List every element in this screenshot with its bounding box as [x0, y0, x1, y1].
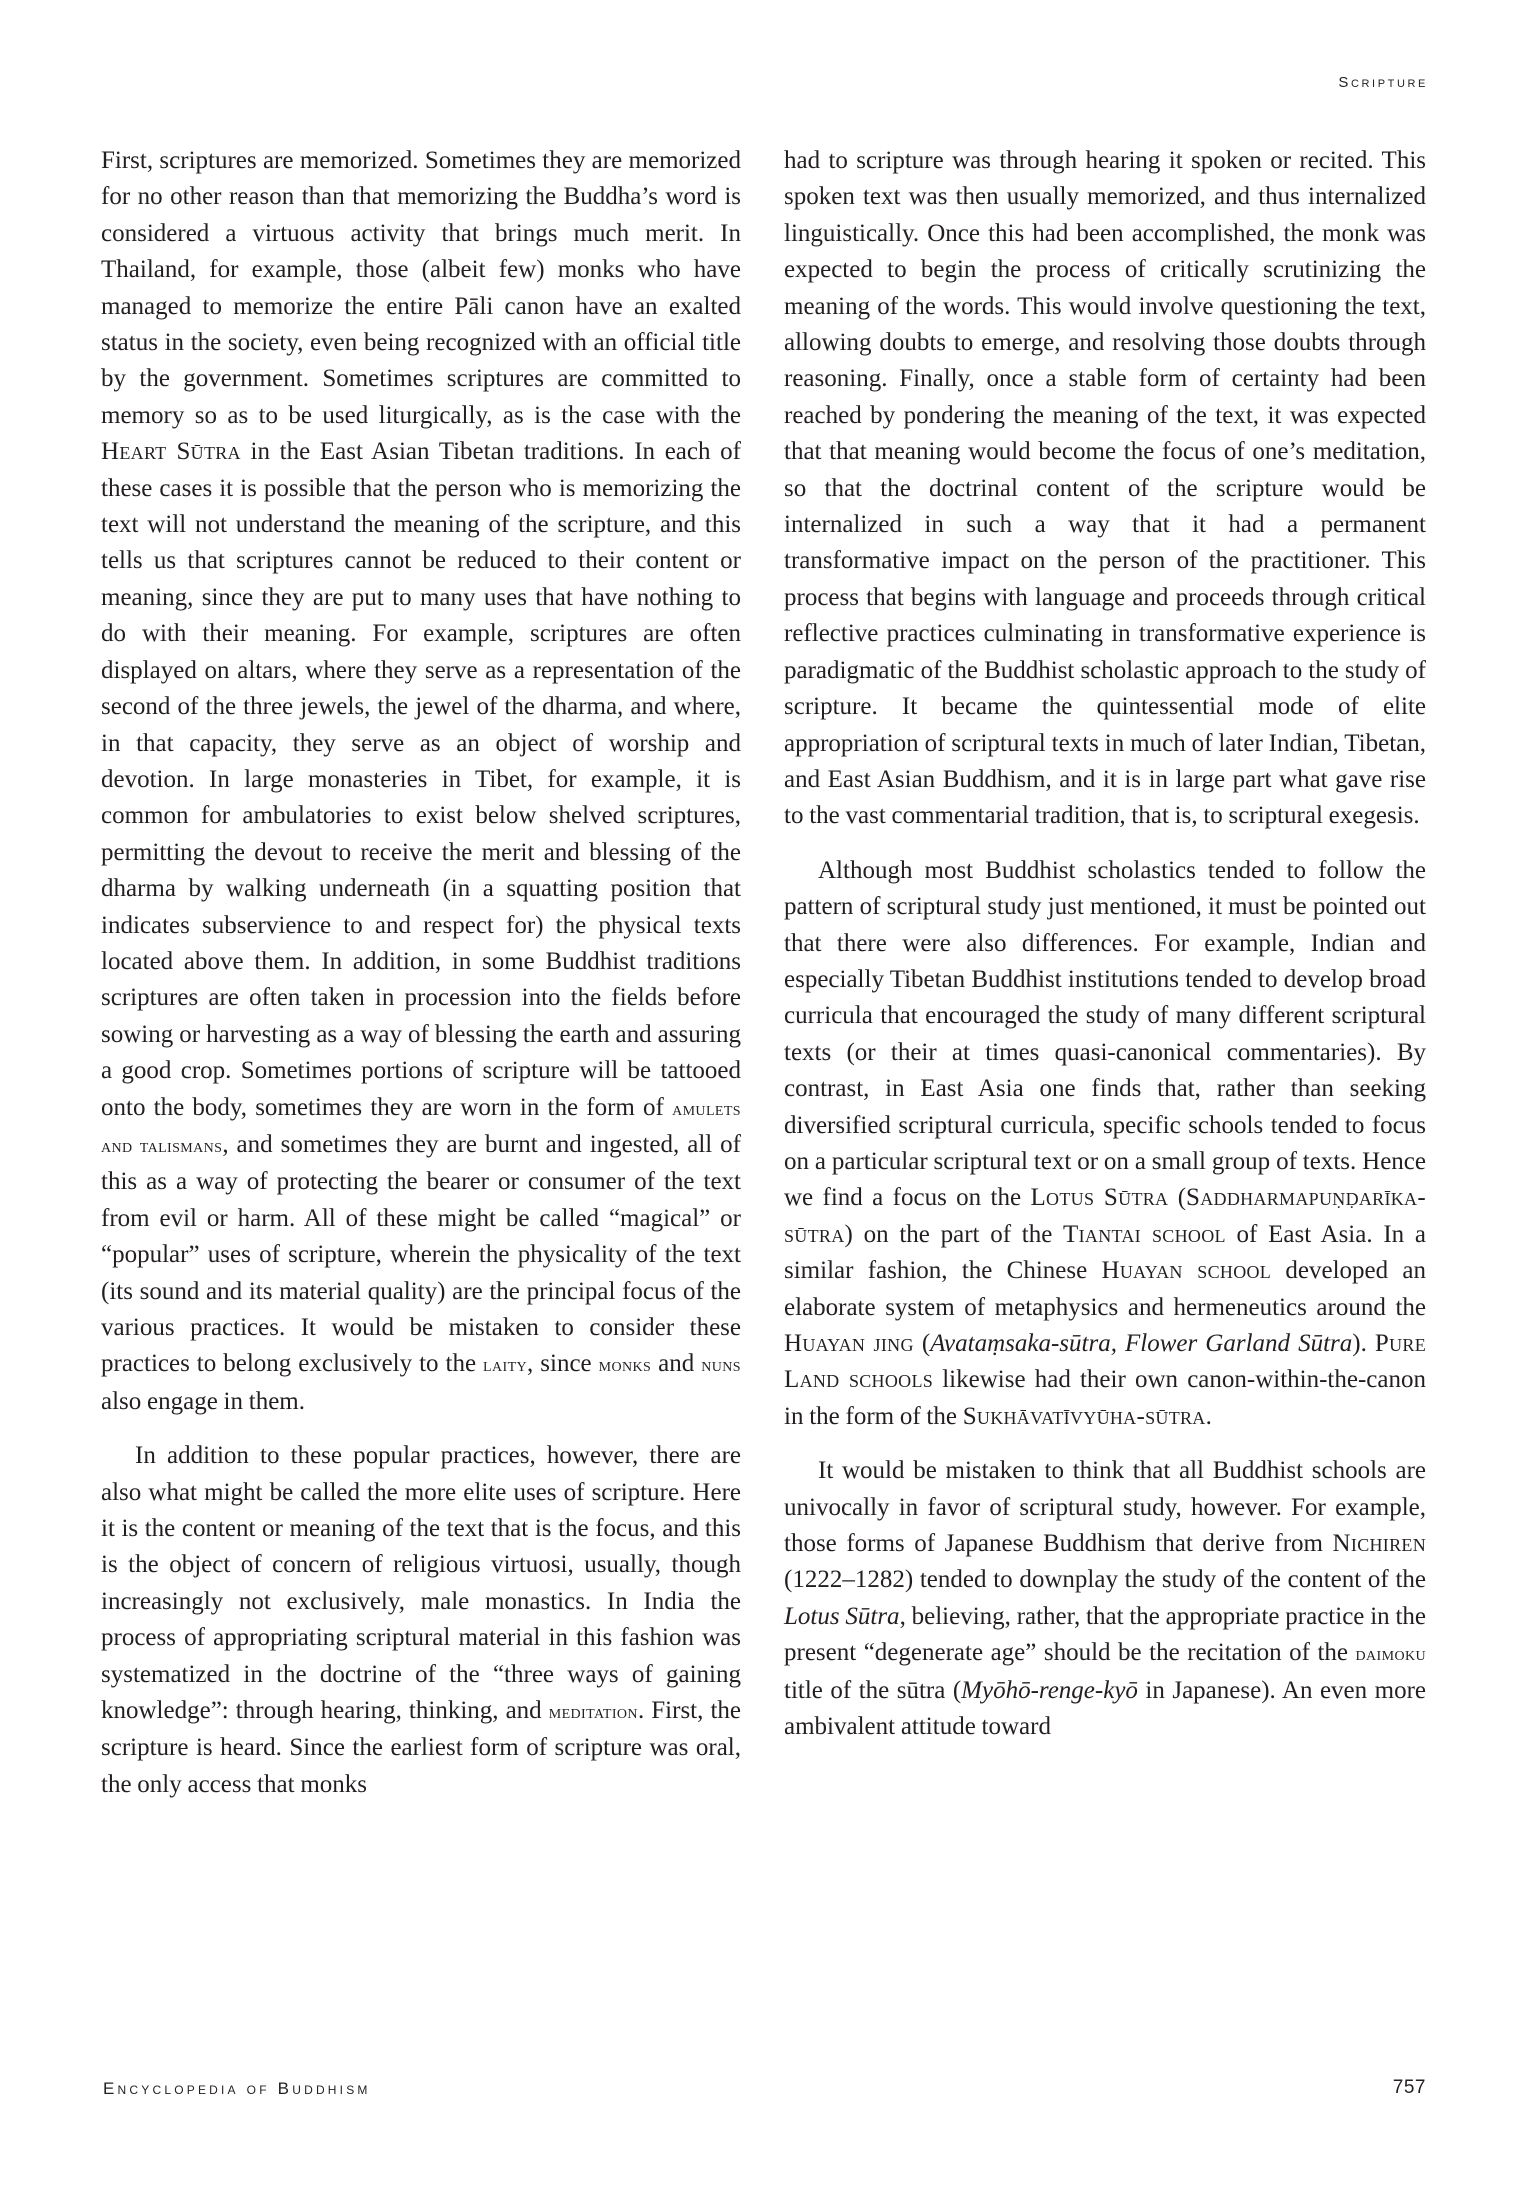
body-text: (	[913, 1330, 931, 1357]
body-text: First, scriptures are memorized. Sometimes they are memorized for no other reason than that memorizing the Buddha’s word is considered a virtuous activity that brings much merit. In Thailand, for example, those (albeit few) monks who have managed to memorize the entire Pāli canon have an exalted status in the society, even being recognized with an official title by the government. Sometimes scriptures are committed to memory so as to be used liturgically, as is the case with the	[101, 147, 741, 429]
paragraph	[784, 853, 1426, 1436]
cross-reference-link[interactable]: monks	[598, 1354, 652, 1377]
cross-reference-link[interactable]: daimoku	[1355, 1643, 1426, 1666]
paragraph	[784, 143, 1426, 835]
body-text: title of the sūtra (	[784, 1676, 962, 1704]
italic-title: Lotus Sūtra	[784, 1602, 900, 1630]
cross-reference-link[interactable]: laity	[483, 1354, 528, 1377]
cross-reference-link[interactable]: Huayan jing	[784, 1330, 914, 1357]
cross-reference-link[interactable]: nuns	[701, 1354, 741, 1377]
cross-reference-link[interactable]: Saddharmapuṇḍarīka-sūtra	[784, 1184, 1426, 1248]
body-text: had to scripture was through hearing it spoken or recited. This spoken text was then usually memorized, and thus internalized linguistically. Once this had been accomplished, the monk was expected to begin the process of critically scrutinizing the meaning of the words. This would involve questioning the text, allowing doubts to emerge, and resolving those doubts through reasoning. Finally, once a stable form of certainty had been reached by pondering the meaning of the text, it was expected that that meaning would become the focus of one’s meditation, so that the doctrinal content of the scripture would be internalized in such a way that it had a permanent transformative impact on the person of the practitioner. This process that begins with language and proceeds through critical reflective practices culminating in transformative experience is paradigmatic of the Buddhist scholastic approach to the study of scripture. It became the quintessential mode of elite appropriation of scriptural texts in much of later Indian, Tibetan, and East Asian Buddhism, and it is in large part what gave rise to the vast commentarial tradition, that is, to scriptural exegesis.	[784, 147, 1426, 830]
body-text: In addition to these popular practices, however, there are also what might be called the more elite uses of scripture. Here it is the content or meaning of the text that is the focus, and this is the object of concern of religious virtuosi, usually, though increasingly not exclusively, male monastics. In India the process of appropriating scriptural material in this fashion was systematized in the doctrine of the “three ways of gaining knowledge”: through hearing, thinking, and	[101, 1442, 741, 1725]
italic-title: Avataṃsaka-sūtra, Flower Garland Sūtra	[930, 1330, 1353, 1357]
body-text: , believing, rather, that the appropriate practice in the present “degenerate age” should be the recitation of the	[784, 1602, 1426, 1667]
body-text: It would be mistaken to think that all Buddhist schools are univocally in favor of scriptural study, however. For example, those forms of Japanese Buddhism that derive from	[784, 1457, 1426, 1558]
body-text: , and sometimes they are burnt and ingested, all of this as a way of protecting the bearer or consumer of the text from evil or harm. All of these might be called “magical” or “popular” uses of scripture, wherein the physicality of the text (its sound and its material quality) are the principal focus of the various practices. It would be mistaken to consider these practices to belong exclusively to the	[101, 1130, 741, 1378]
cross-reference-link[interactable]: Lotus Sūtra	[1030, 1184, 1169, 1212]
body-text: likewise had their own canon-within-the-canon in the form of the	[784, 1366, 1426, 1430]
body-text: developed an elaborate system of metaphysics and hermeneutics around the	[784, 1257, 1426, 1321]
body-text: ) on the part of the	[844, 1220, 1064, 1248]
body-text: ).	[1352, 1330, 1375, 1357]
cross-reference-link[interactable]: Heart Sūtra	[101, 438, 241, 466]
body-text: in the East Asian Tibetan traditions. In each of these cases it is possible that the person who is memorizing the text will not understand the meaning of the scripture, and this tells us that scriptures cannot be reduced to their content or meaning, since they are put to many uses that have nothing to do with their meaning. For example, scriptures are often displayed on altars, where they serve as a representation of the second of the three jewels, the jewel of the dharma, and where, in that capacity, they serve as an object of worship and devotion. In large monasteries in Tibet, for example, it is common for ambulatories to exist below shelved scriptures, permitting the devout to receive the merit and blessing of the dharma by walking underneath (in a squatting position that indicates subservience to and respect for) the physical texts located above them. In addition, in some Buddhist traditions scriptures are often taken in procession into the fields before sowing or harvesting as a way of blessing the earth and assuring a good crop. Sometimes portions of scripture will be tattooed onto the body, sometimes they are worn in the form of	[101, 438, 741, 1121]
running-head-title: Scripture	[1338, 74, 1428, 91]
cross-reference-link[interactable]: Tiantai school	[1063, 1220, 1226, 1248]
body-text: . First, the scripture is heard. Since the earliest form of scripture was oral, the only access that monks	[101, 1697, 741, 1798]
cross-reference-link[interactable]: Pure Land schools	[784, 1330, 1426, 1394]
body-text: , since	[527, 1350, 599, 1378]
cross-reference-link[interactable]: Huayan school	[1101, 1257, 1272, 1285]
body-text: .	[1205, 1402, 1212, 1430]
body-text: (	[1168, 1184, 1187, 1212]
left-column	[101, 143, 741, 1803]
italic-title: Myōhō-renge-kyō	[961, 1676, 1138, 1704]
body-text: (1222–1282) tended to downplay the study of the content of the	[784, 1566, 1426, 1594]
body-text: and	[651, 1350, 702, 1378]
page-number: 757	[1392, 2077, 1426, 2098]
footer-publication-title: Encyclopedia of Buddhism	[103, 2079, 371, 2098]
paragraph	[101, 143, 741, 1420]
paragraph	[101, 1438, 741, 1803]
body-text: also engage in them.	[101, 1387, 305, 1415]
right-column	[784, 143, 1426, 1745]
cross-reference-link[interactable]: amulets and talismans	[101, 1097, 741, 1157]
cross-reference-link[interactable]: meditation	[548, 1701, 638, 1724]
paragraph	[784, 1453, 1426, 1745]
cross-reference-link[interactable]: Nichiren	[1332, 1530, 1426, 1558]
body-text: Although most Buddhist scholastics tended to follow the pattern of scriptural study just mentioned, it must be pointed out that there were also differences. For example, Indian and especially Tibetan Buddhist institutions tended to develop broad curricula that encouraged the study of many different scriptural texts (or their at times quasi-canonical commentaries). By contrast, in East Asia one finds that, rather than seeking diversified scriptural curricula, specific schools tended to focus on a particular scriptural text or on a small group of texts. Hence we find a focus on the	[784, 856, 1426, 1212]
body-text: in Japanese). An even more ambivalent attitude toward	[784, 1676, 1426, 1741]
cross-reference-link[interactable]: Sukhāvatīvyūha-sūtra	[962, 1402, 1206, 1430]
body-text: of East Asia. In a similar fashion, the Chinese	[784, 1220, 1426, 1285]
